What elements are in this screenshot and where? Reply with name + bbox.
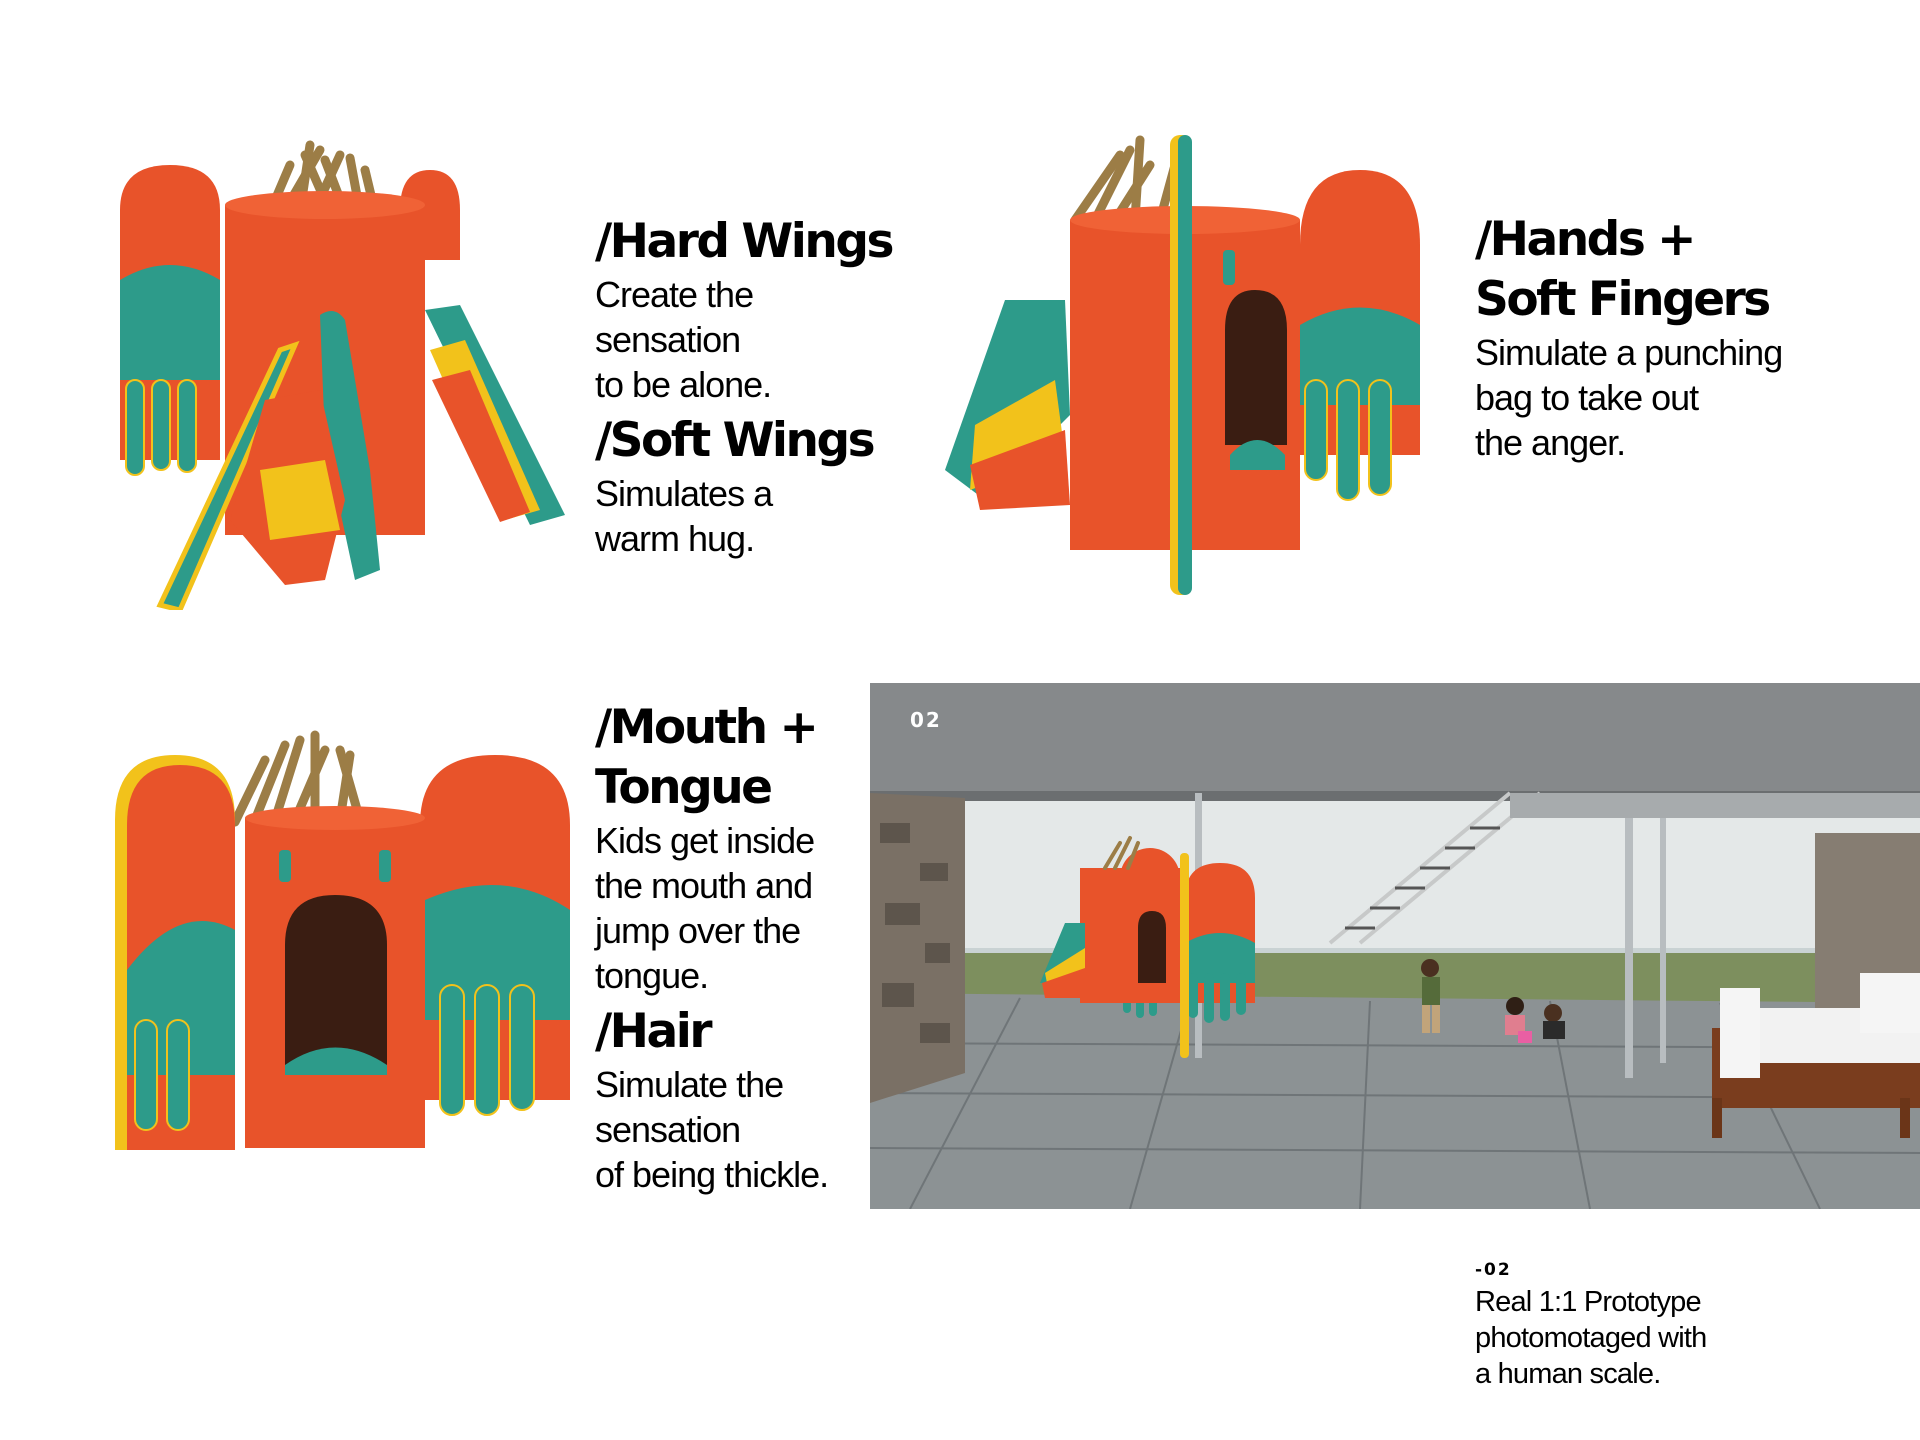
prototype-mouth-view-image: [115, 730, 585, 1190]
photo-caption: [1475, 1260, 1706, 1392]
hair-line: Simulate the: [595, 1064, 784, 1105]
mouth-line: tongue.: [595, 955, 709, 996]
soft-fingers-title: Soft Fingers: [1475, 272, 1769, 327]
soft-wings-title: /Soft Wings: [595, 413, 874, 468]
hard-wings-line: sensation: [595, 319, 741, 360]
hair-title: /Hair: [595, 1004, 711, 1059]
prototype-front-view-image: [110, 140, 580, 610]
tongue-title: Tongue: [595, 760, 771, 815]
caption-number-tag: -02: [1475, 1260, 1512, 1280]
hard-wings-line: to be alone.: [595, 364, 772, 405]
hands-fingers-line: bag to take out: [1475, 377, 1699, 418]
mouth-title: /Mouth +: [595, 700, 817, 755]
photo-number-tag: 02: [910, 708, 942, 732]
soft-wings-line: Simulates a: [595, 473, 773, 514]
soft-wings-line: warm hug.: [595, 518, 755, 559]
caption-line: photomotaged with: [1475, 1322, 1707, 1354]
hard-wings-line: Create the: [595, 274, 754, 315]
caption-line: Real 1:1 Prototype: [1475, 1286, 1701, 1318]
hands-fingers-line: Simulate a punching: [1475, 332, 1783, 373]
photomontage-scene: [870, 683, 1920, 1209]
prototype-side-view-image: [945, 125, 1445, 595]
hard-soft-wings-text: [595, 212, 892, 561]
photomontage-image: [870, 683, 1920, 1209]
hair-line: sensation: [595, 1109, 741, 1150]
mouth-line: jump over the: [595, 910, 801, 951]
mouth-line: the mouth and: [595, 865, 813, 906]
mouth-line: Kids get inside: [595, 820, 815, 861]
hands-title: /Hands +: [1475, 212, 1695, 267]
mouth-hair-text: [595, 698, 828, 1197]
hair-line: of being thickle.: [595, 1154, 829, 1195]
hard-wings-title: /Hard Wings: [595, 214, 892, 269]
hands-fingers-text: [1475, 210, 1782, 465]
caption-line: a human scale.: [1475, 1358, 1661, 1390]
hands-fingers-line: the anger.: [1475, 422, 1626, 463]
